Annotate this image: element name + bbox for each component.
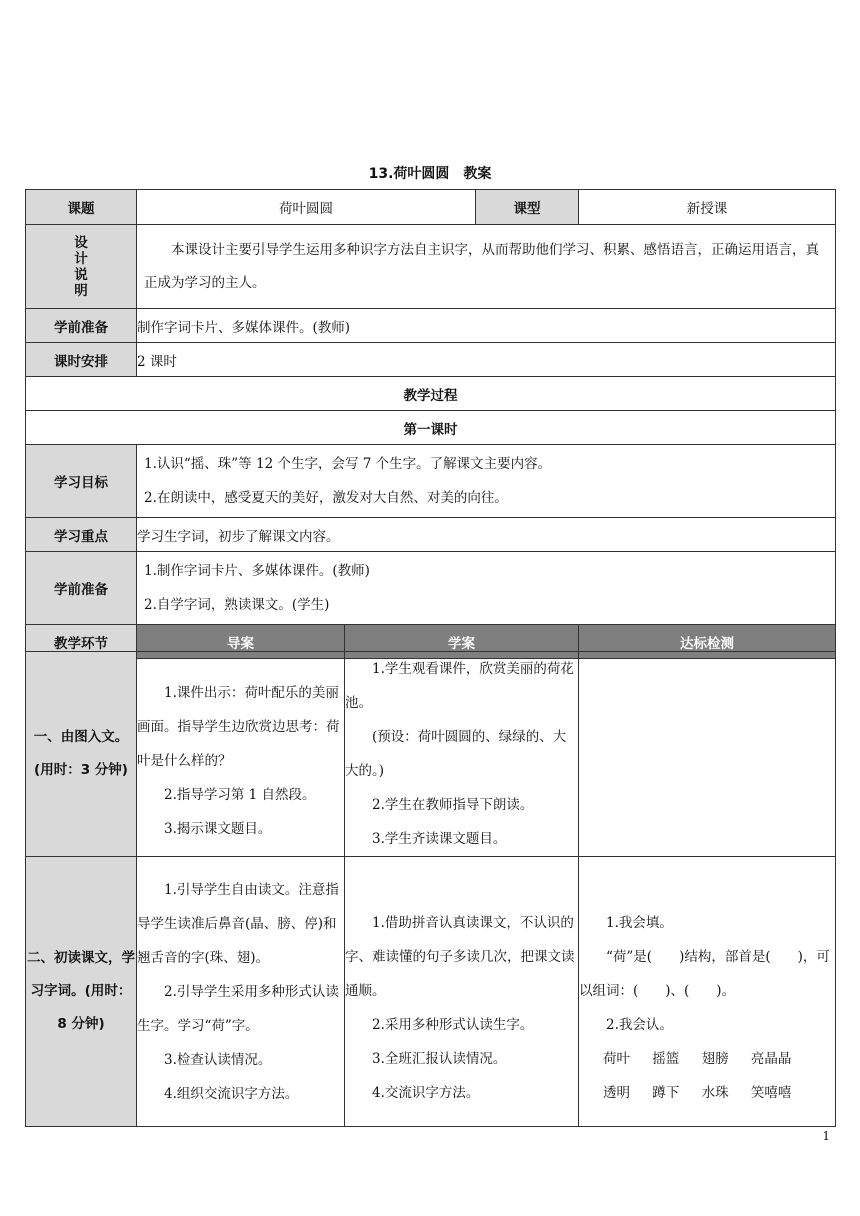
design-label-char: 说 — [74, 266, 88, 283]
goals-cell — [137, 445, 836, 518]
guide-header: 导案 — [137, 625, 345, 659]
design-row — [26, 225, 836, 309]
learn-item: 1.借助拼音认真读课文，不认识的字、难读懂的句子多读几次，把课文读通顺。 — [345, 914, 575, 999]
check-item: 2.我会认。 — [606, 1016, 673, 1033]
word: 亮晶晶 — [750, 1050, 792, 1067]
learn-item: (预设：荷叶圆圆的、绿绿的、大大的。) — [345, 729, 567, 779]
stage-guide — [137, 652, 345, 857]
check-item: “荷”是( )结构，部首是( )，可以组词：( )、( )。 — [579, 948, 830, 999]
prep-row — [26, 309, 836, 343]
learn-item: 2.学生在教师指导下朗读。 — [372, 797, 534, 813]
word: 透明 — [603, 1084, 630, 1101]
guide-item: 2.指导学习第 1 自然段。 — [164, 787, 316, 803]
word: 摇篮 — [652, 1050, 680, 1067]
type-label: 课型 — [476, 190, 579, 225]
prep2-item: 2.自学字词，熟读课文。(学生) — [144, 597, 330, 613]
stages-table — [25, 651, 836, 1127]
stage-guide — [137, 857, 345, 1127]
learn-item: 2.采用多种形式认读生字。 — [372, 1016, 534, 1033]
learn-header: 学案 — [345, 625, 579, 659]
stage-row — [26, 857, 836, 1127]
stage-learn — [345, 652, 579, 857]
guide-item: 2.引导学生采用多种形式认读生字。学习“荷”字。 — [137, 983, 339, 1034]
stage-name: 一、由图入文。(用时：3 分钟) — [26, 652, 137, 857]
hours-row — [26, 343, 836, 377]
stage-learn — [345, 857, 579, 1127]
word: 蹲下 — [652, 1084, 680, 1101]
design-text-cell — [137, 225, 836, 309]
design-label-char: 明 — [74, 282, 88, 299]
word: 翅膀 — [701, 1050, 729, 1067]
design-text: 本课设计主要引导学生运用多种识字方法自主识字，从而帮助他们学习、积累、感悟语言，正确运用语言，真正成为学习的主人。 — [144, 241, 819, 291]
page-number: 1 — [822, 1129, 830, 1143]
check-header: 达标检测 — [579, 625, 836, 659]
guide-item: 3.检查认读情况。 — [164, 1051, 272, 1068]
hours-value: 2 课时 — [137, 343, 836, 377]
lesson1-row — [26, 411, 836, 445]
design-label-char: 设 — [74, 234, 88, 251]
goals-row — [26, 445, 836, 518]
prep-value: 制作字词卡片、多媒体课件。(教师) — [137, 309, 836, 343]
design-label-char: 计 — [74, 250, 88, 267]
focus-label: 学习重点 — [26, 518, 137, 552]
topic-value: 荷叶圆圆 — [137, 190, 476, 225]
hours-label: 课时安排 — [26, 343, 137, 377]
word: 水珠 — [701, 1084, 729, 1101]
stage-check — [579, 857, 836, 1127]
guide-item: 4.组织交流识字方法。 — [164, 1085, 299, 1102]
process-heading: 教学过程 — [26, 377, 836, 411]
word-row — [579, 1076, 835, 1110]
stage-name: 二、初读课文，学习字词。(用时：8 分钟) — [26, 857, 137, 1127]
lesson-plan-table — [25, 189, 836, 659]
guide-item: 3.揭示课文题目。 — [164, 821, 272, 837]
process-heading-row — [26, 377, 836, 411]
goals-label: 学习目标 — [26, 445, 137, 518]
word-row — [579, 1042, 835, 1076]
design-label — [26, 225, 137, 309]
learn-item: 3.学生齐读课文题目。 — [372, 831, 507, 847]
focus-row — [26, 518, 836, 552]
step-header: 教学环节 — [26, 625, 137, 659]
document-title: 13.荷叶圆圆 教案 — [368, 166, 492, 182]
stage-check — [579, 652, 836, 857]
topic-label: 课题 — [26, 190, 137, 225]
goal-item: 2.在朗读中，感受夏天的美好，激发对大自然、对美的向往。 — [144, 490, 508, 506]
focus-value: 学习生字词，初步了解课文内容。 — [137, 518, 836, 552]
prep-label: 学前准备 — [26, 309, 137, 343]
prep2-item: 1.制作字词卡片、多媒体课件。(教师) — [144, 563, 370, 579]
goal-item: 1.认识“摇、珠”等 12 个生字，会写 7 个生字。了解课文主要内容。 — [144, 456, 552, 472]
prep2-cell — [137, 552, 836, 625]
learn-item: 4.交流识字方法。 — [372, 1084, 480, 1101]
type-value: 新授课 — [579, 190, 836, 225]
learn-item: 3.全班汇报认读情况。 — [372, 1050, 507, 1067]
stage-row — [26, 652, 836, 857]
lesson1-heading: 第一课时 — [26, 411, 836, 445]
check-item: 1.我会填。 — [606, 914, 673, 931]
guide-item: 1.课件出示：荷叶配乐的美丽画面。指导学生边欣赏边思考：荷叶是什么样的？ — [137, 685, 340, 769]
word: 荷叶 — [603, 1050, 630, 1067]
guide-item: 1.引导学生自由读文。注意指导学生读准后鼻音(晶、膀、停)和翘舌音的字(珠、翅)。 — [137, 881, 339, 966]
prep2-label: 学前准备 — [26, 552, 137, 625]
word: 笑嘻嘻 — [750, 1084, 792, 1101]
prep2-row — [26, 552, 836, 625]
learn-item: 1.学生观看课件，欣赏美丽的荷花池。 — [345, 661, 574, 711]
topic-row — [26, 190, 836, 225]
